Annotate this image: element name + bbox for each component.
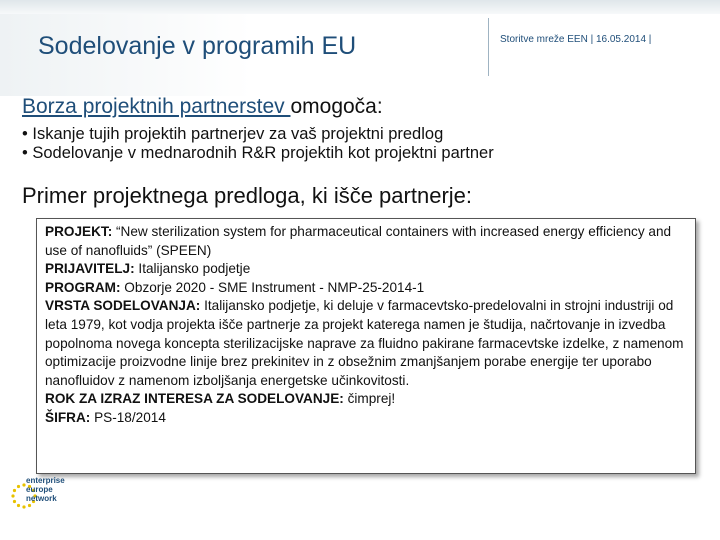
prijavitelj-row: [45, 260, 693, 279]
example-box: [36, 218, 696, 474]
een-logo-text: enterprise europe network: [26, 476, 65, 503]
example-heading: Primer projektnega predloga, ki išče partnerje:: [22, 183, 473, 208]
sifra-label: ŠIFRA:: [45, 409, 91, 425]
bullet-item: • Iskanje tujih projektih partnerjev za vaš projektni predlog: [22, 125, 444, 143]
program-row: [45, 279, 693, 298]
program-label: PROGRAM:: [45, 279, 121, 295]
slide-meta: Storitve mreže EEN | 16.05.2014 |: [500, 34, 652, 45]
logo-star-icon: [28, 504, 31, 507]
projekt-label: PROJEKT:: [45, 224, 113, 239]
logo-star-icon: [17, 485, 20, 488]
header-bar: [0, 0, 720, 14]
logo-star-icon: [17, 504, 20, 507]
projekt-value: “New sterilization system for pharmaceutical containers with increased energy efficiency and use of nanofluids” (SPEEN): [45, 224, 672, 258]
slide-title: Sodelovanje v programih EU: [38, 32, 357, 60]
bullet-item: • Sodelovanje v mednarodnih R&R projektih kot projektni partner: [22, 144, 494, 162]
projekt-row: [45, 223, 693, 260]
header-divider: [488, 18, 489, 76]
rok-value: čimprej!: [343, 391, 396, 407]
example-content: [45, 223, 693, 428]
logo-star-icon: [11, 494, 14, 497]
prijavitelj-label: PRIJAVITELJ:: [45, 261, 135, 277]
vrsta-label: VRSTA SODELOVANJA:: [45, 298, 201, 314]
intro-line: [22, 95, 383, 119]
intro-link[interactable]: Borza projektnih partnerstev: [22, 95, 291, 118]
program-value: Obzorje 2020 - SME Instrument - NMP-25-2014-1: [120, 279, 425, 295]
logo-star-icon: [13, 489, 16, 492]
rok-label: ROK ZA IZRAZ INTERESA ZA SODELOVANJE:: [45, 391, 344, 407]
logo-star-icon: [13, 500, 16, 503]
logo-star-icon: [22, 505, 25, 508]
prijavitelj-value: Italijansko podjetje: [134, 261, 251, 277]
vrsta-row: [45, 297, 693, 390]
sifra-row: [45, 409, 693, 428]
intro-rest: omogoča:: [290, 95, 383, 118]
bullet-list: [22, 125, 494, 163]
rok-row: [45, 390, 693, 409]
vrsta-value: Italijansko podjetje, ki deluje v farmacevtsko-predelovalni in strojni industriji od leta 1979, kot vodja projekta išče partnerje za projekt katerega namen je študija, načrtovanje in izvedba popolnoma novega koncepta sterilizacijske naprave za fluidno pakirane farmacevtske izdelke, z namenom optimizacije proizvodne linije brez prekinitev in z obsežnim zmanjšanjem porabe energije ter uporabo nanofluidov z namenom izboljšanja energetske učinkovitosti.: [45, 298, 684, 388]
sifra-value: PS-18/2014: [90, 409, 166, 425]
